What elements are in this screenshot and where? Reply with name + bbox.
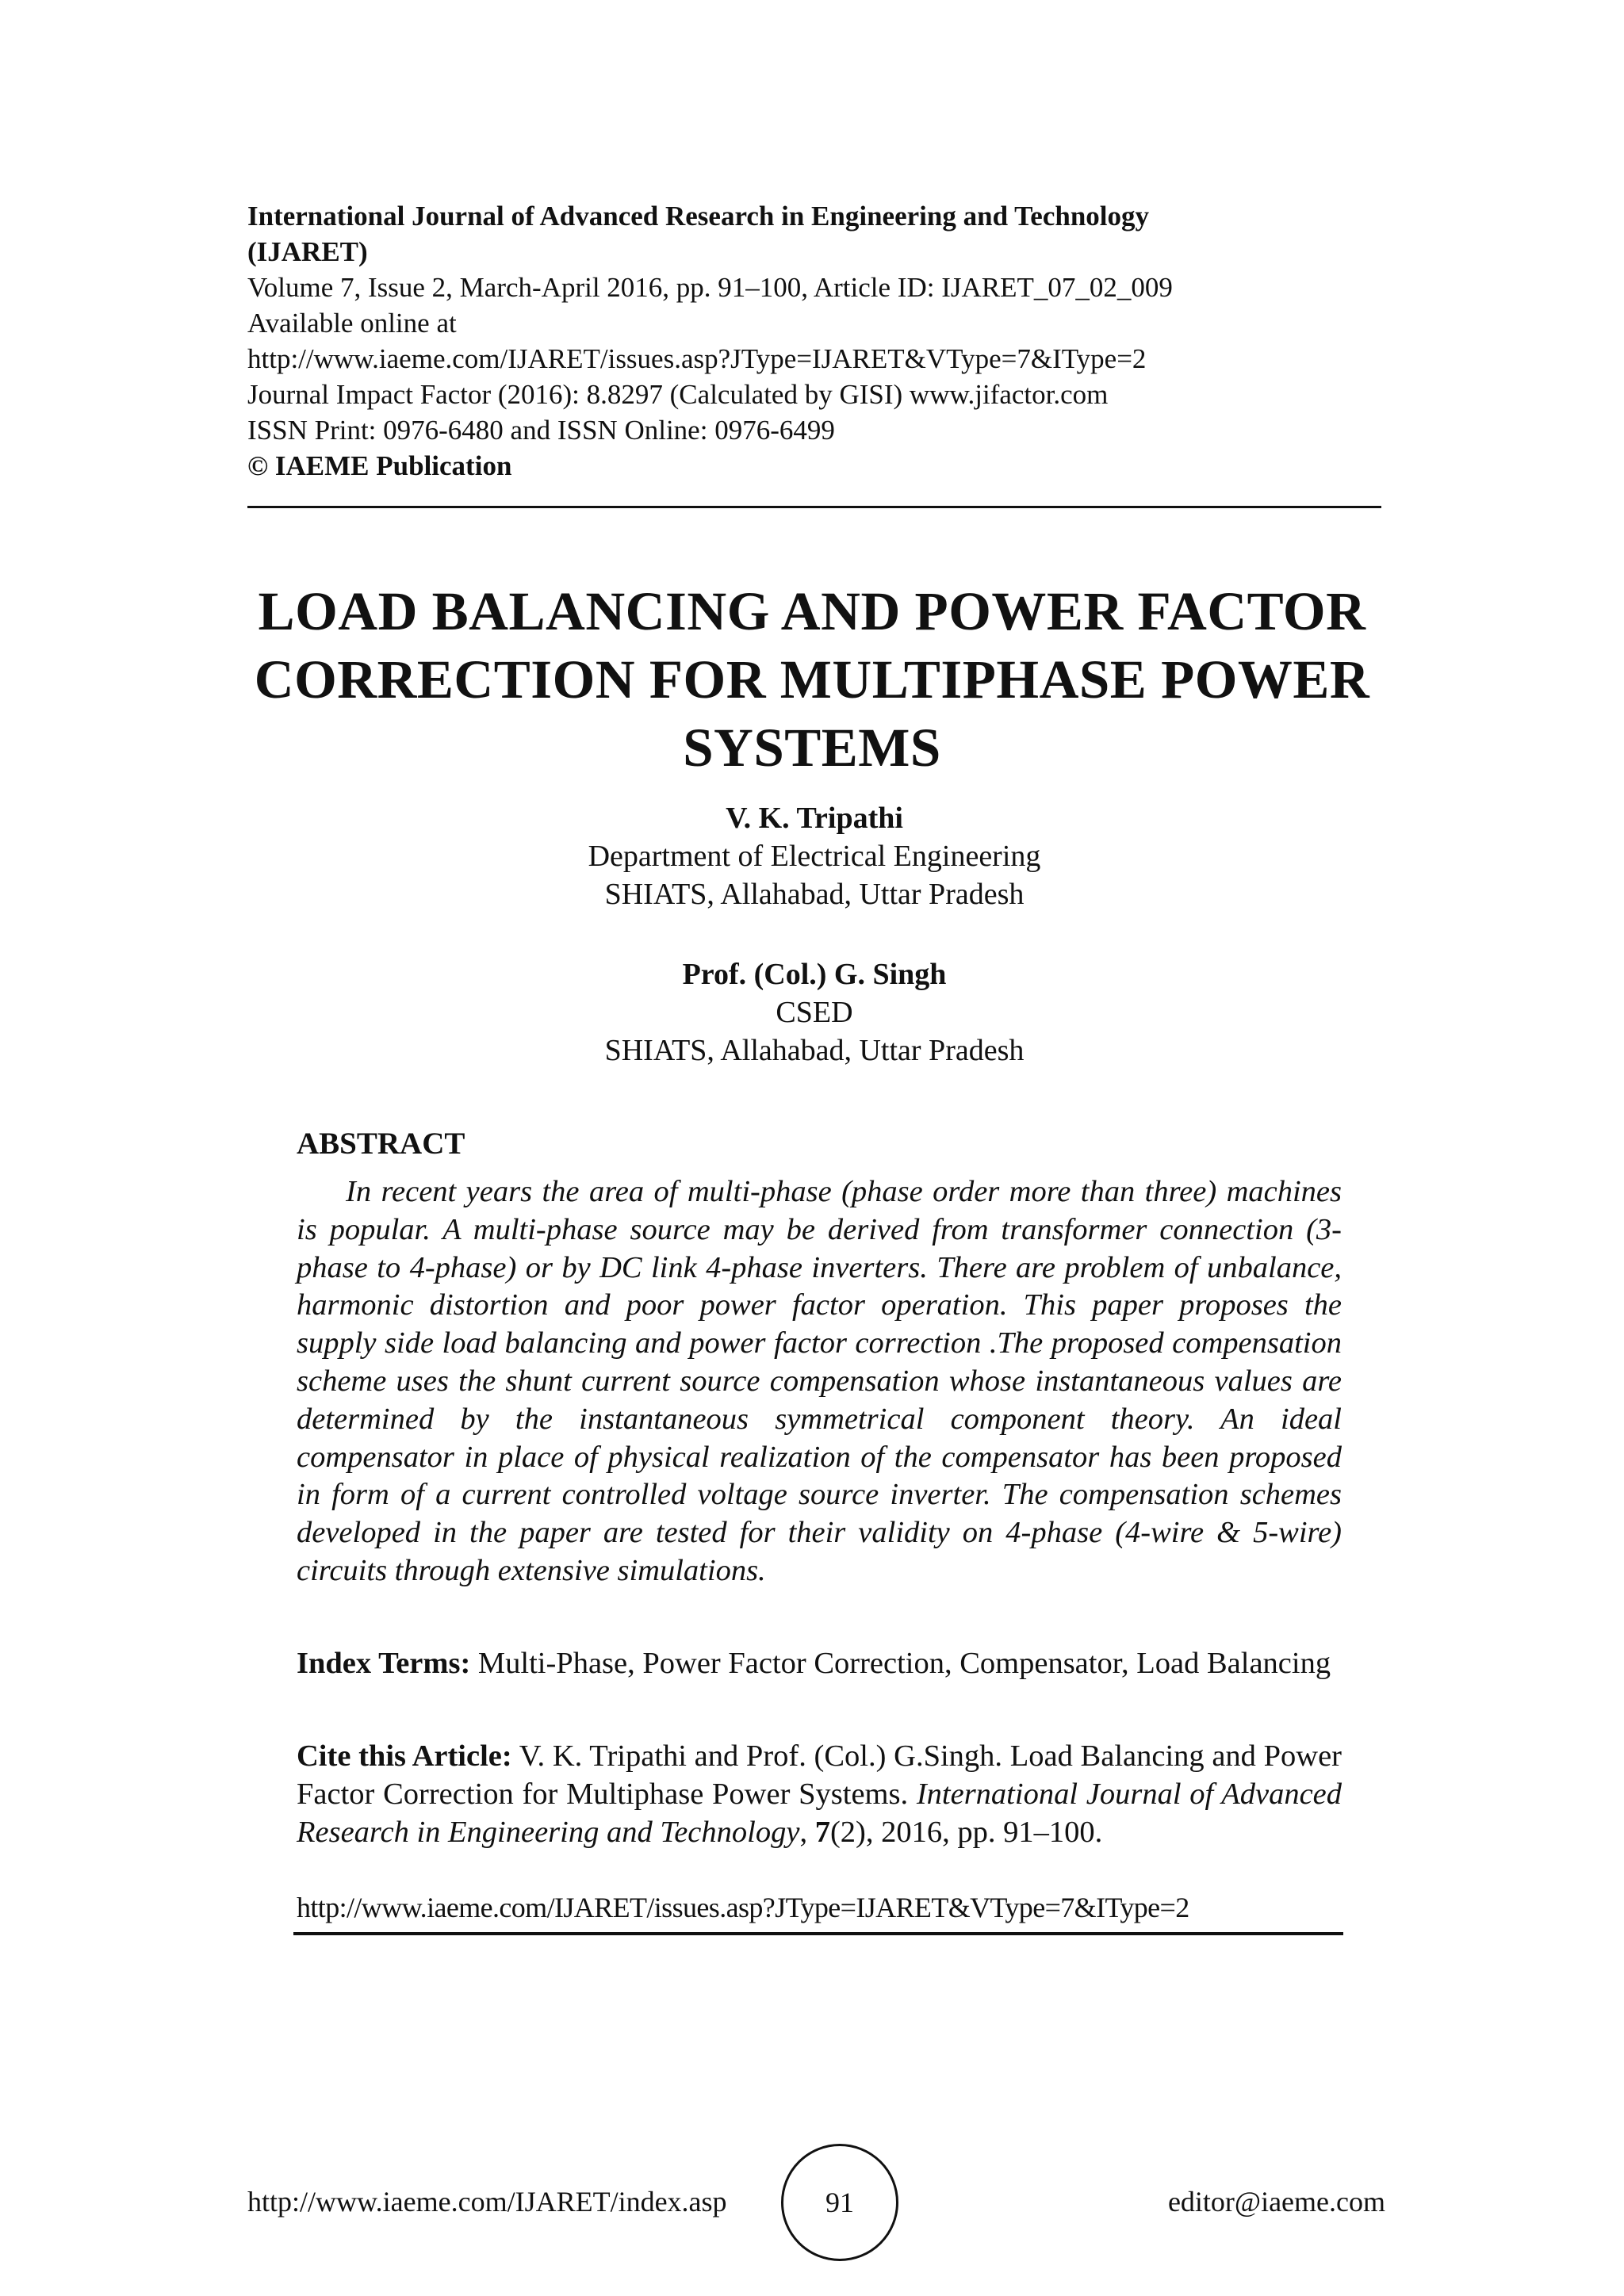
header-divider — [247, 506, 1381, 508]
cite-label: Cite this Article: — [297, 1739, 512, 1773]
journal-name: International Journal of Advanced Research in Engineering and Technology — [247, 201, 1150, 232]
impact-factor-line: Journal Impact Factor (2016): 8.8297 (Calculated by GISI) www.jifactor.com — [247, 379, 1109, 410]
index-terms — [297, 1645, 1342, 1683]
cite-journal: International Journal of Advanced Research in Engineering and Technology — [297, 1777, 1342, 1849]
available-online-label: Available online at — [247, 308, 457, 339]
abstract-heading: ABSTRACT — [297, 1127, 465, 1161]
title-line: CORRECTION FOR MULTIPHASE POWER — [254, 649, 1370, 710]
available-online-url[interactable]: http://www.iaeme.com/IJARET/issues.asp?JType=IJARET&VType=7&IType=2 — [247, 343, 1147, 374]
journal-abbreviation: (IJARET) — [247, 236, 368, 267]
index-terms-label: Index Terms: — [297, 1647, 471, 1680]
author-block-2 — [247, 955, 1381, 1070]
index-terms-text: Multi-Phase, Power Factor Correction, Compensator, Load Balancing — [470, 1647, 1331, 1680]
cite-comma: , — [799, 1815, 815, 1849]
paper-title — [206, 577, 1418, 782]
title-line: LOAD BALANCING AND POWER FACTOR — [258, 581, 1366, 641]
title-line: SYSTEMS — [683, 718, 941, 778]
cite-volume: 7 — [814, 1815, 830, 1849]
footer-editor-email[interactable]: editor@iaeme.com — [1167, 2186, 1385, 2218]
author-affiliation: SHIATS, Allahabad, Uttar Pradesh — [604, 878, 1025, 911]
page-number-text: 91 — [825, 2187, 854, 2218]
volume-line: Volume 7, Issue 2, March-April 2016, pp. 91–100, Article ID: IJARET_07_02_009 — [247, 272, 1173, 303]
cite-url-link[interactable]: http://www.iaeme.com/IJARET/issues.asp?JType=IJARET&VType=7&IType=2 — [297, 1892, 1189, 1923]
abstract-text: In recent years the area of multi-phase (phase order more than three) machines is popular. A multi-phase source may be derived from transformer connection (3- phase to 4-phase) or by DC link 4-phase inverters. There are problem of unbalance, harmonic distortion and poor power factor operation. This paper proposes the supply side load balancing and power factor correction .The proposed compensation scheme uses the shunt current source compensation whose instantaneous values are determined by the instantaneous symmetrical component theory. An ideal compensator in place of physical realization of the compensator has been proposed in form of a current controlled voltage source inverter. The compensation schemes developed in the paper are tested for their validity on 4-phase (4-wire & 5-wire) circuits through extensive simulations. — [297, 1175, 1342, 1587]
page-number — [781, 2144, 898, 2261]
author-affiliation: Department of Electrical Engineering — [588, 840, 1041, 873]
author-name: Prof. (Col.) G. Singh — [682, 958, 947, 991]
footer-journal-url[interactable]: http://www.iaeme.com/IJARET/index.asp — [247, 2186, 727, 2218]
author-block-1 — [247, 799, 1381, 913]
author-affiliation: CSED — [776, 996, 853, 1029]
author-affiliation: SHIATS, Allahabad, Uttar Pradesh — [604, 1034, 1025, 1067]
cite-issue-pages: (2), 2016, pp. 91–100. — [829, 1815, 1103, 1849]
journal-header — [247, 198, 1381, 484]
cite-text: V. K. Tripathi and Prof. (Col.) G.Singh. Load Balancing and Power Factor Correction for Multiphase Power Systems. — [297, 1739, 1342, 1811]
publisher-line: © IAEME Publication — [247, 450, 512, 481]
author-name: V. K. Tripathi — [726, 802, 903, 835]
issn-line: ISSN Print: 0976-6480 and ISSN Online: 0976-6499 — [247, 415, 835, 446]
cite-this-article — [297, 1738, 1342, 1851]
cite-divider — [293, 1932, 1343, 1935]
